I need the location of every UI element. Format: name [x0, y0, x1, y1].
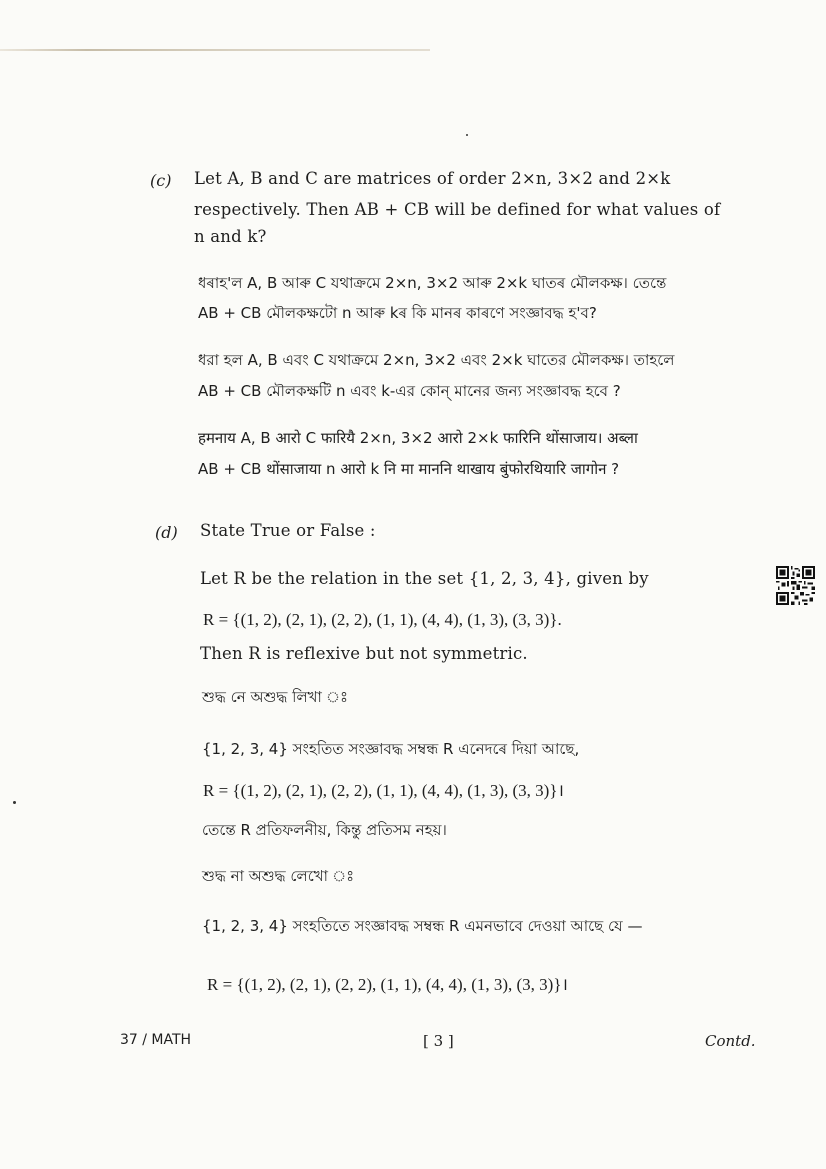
- question-c-bengali-line-2: AB + CB মৌলকক্ষটি n এবং k-এর কোন্ মানের জন্য সংজ্ঞাবদ্ধ হবে ?: [198, 382, 621, 400]
- scan-speck: [13, 801, 16, 804]
- question-c-en-line-3: n and k?: [194, 227, 267, 246]
- question-d-bengali-relation: R = {(1, 2), (2, 1), (2, 2), (1, 1), (4, 4), (1, 3), (3, 3)}।: [207, 975, 568, 994]
- question-d-assamese-line-3: তেন্তে R প্ৰতিফলনীয়, কিন্তু প্ৰতিসম নহয়।: [202, 821, 447, 839]
- scan-speck: [466, 134, 468, 136]
- question-c-assamese-line-1: ধৰাহ'ল A, B আৰু C যথাক্ৰমে 2×n, 3×2 আৰু 2×k ঘাতৰ মৌলকক্ষ। তেন্তে: [198, 274, 667, 292]
- question-d-label: (d): [155, 523, 178, 542]
- question-d-prompt: State True or False :: [200, 521, 376, 540]
- continued-label: Contd.: [705, 1032, 756, 1050]
- question-d-assamese-heading: শুদ্ধ নে অশুদ্ধ লিখা ঃ: [202, 688, 349, 706]
- question-c-en-line-1: Let A, B and C are matrices of order 2×n, 3×2 and 2×k: [194, 169, 671, 188]
- question-c-bengali-line-1: ধরা হল A, B এবং C যথাক্রমে 2×n, 3×2 এবং 2×k ঘাতের মৌলকক্ষ। তাহলে: [198, 351, 675, 369]
- question-d-assamese-relation: R = {(1, 2), (2, 1), (2, 2), (1, 1), (4, 4), (1, 3), (3, 3)}।: [203, 781, 564, 800]
- question-c-assamese-line-2: AB + CB মৌলকক্ষটো n আৰু kৰ কি মানৰ কাৰণে সংজ্ঞাবদ্ধ হ'ব?: [198, 304, 597, 322]
- question-d-assamese-line-1: {1, 2, 3, 4} সংহতিত সংজ্ঞাবদ্ধ সম্বন্ধ R এনেদৰে দিয়া আছে,: [202, 740, 580, 758]
- page-number: [ 3 ]: [423, 1032, 454, 1050]
- question-c-bodo-line-2: AB + CB थोंसाजाया n आरो k नि मा माननि थाखाय बुंफोरथियारि जागोन ?: [198, 460, 620, 478]
- question-d-en-line-3: Then R is reflexive but not symmetric.: [200, 644, 528, 663]
- question-d-bengali-heading: শুদ্ধ না অশুদ্ধ লেখো ঃ: [202, 867, 355, 885]
- question-c-en-line-2: respectively. Then AB + CB will be defined for what values of: [194, 200, 721, 219]
- question-c-label: (c): [150, 171, 172, 190]
- question-d-en-line-1: Let R be the relation in the set {1, 2, 3, 4}, given by: [200, 569, 649, 588]
- question-d-en-relation: R = {(1, 2), (2, 1), (2, 2), (1, 1), (4, 4), (1, 3), (3, 3)}.: [203, 610, 562, 629]
- paper-code: 37 / MATH: [120, 1032, 192, 1048]
- page-top-edge: [0, 49, 430, 51]
- question-d-bengali-line-1: {1, 2, 3, 4} সংহতিতে সংজ্ঞাবদ্ধ সম্বন্ধ R এমনভাবে দেওয়া আছে যে —: [202, 917, 643, 935]
- question-c-bodo-line-1: हमनाय A, B आरो C फारियै 2×n, 3×2 आरो 2×k फारिनि थोंसाजाय। अब्ला: [198, 429, 638, 447]
- qr-code: [776, 566, 815, 605]
